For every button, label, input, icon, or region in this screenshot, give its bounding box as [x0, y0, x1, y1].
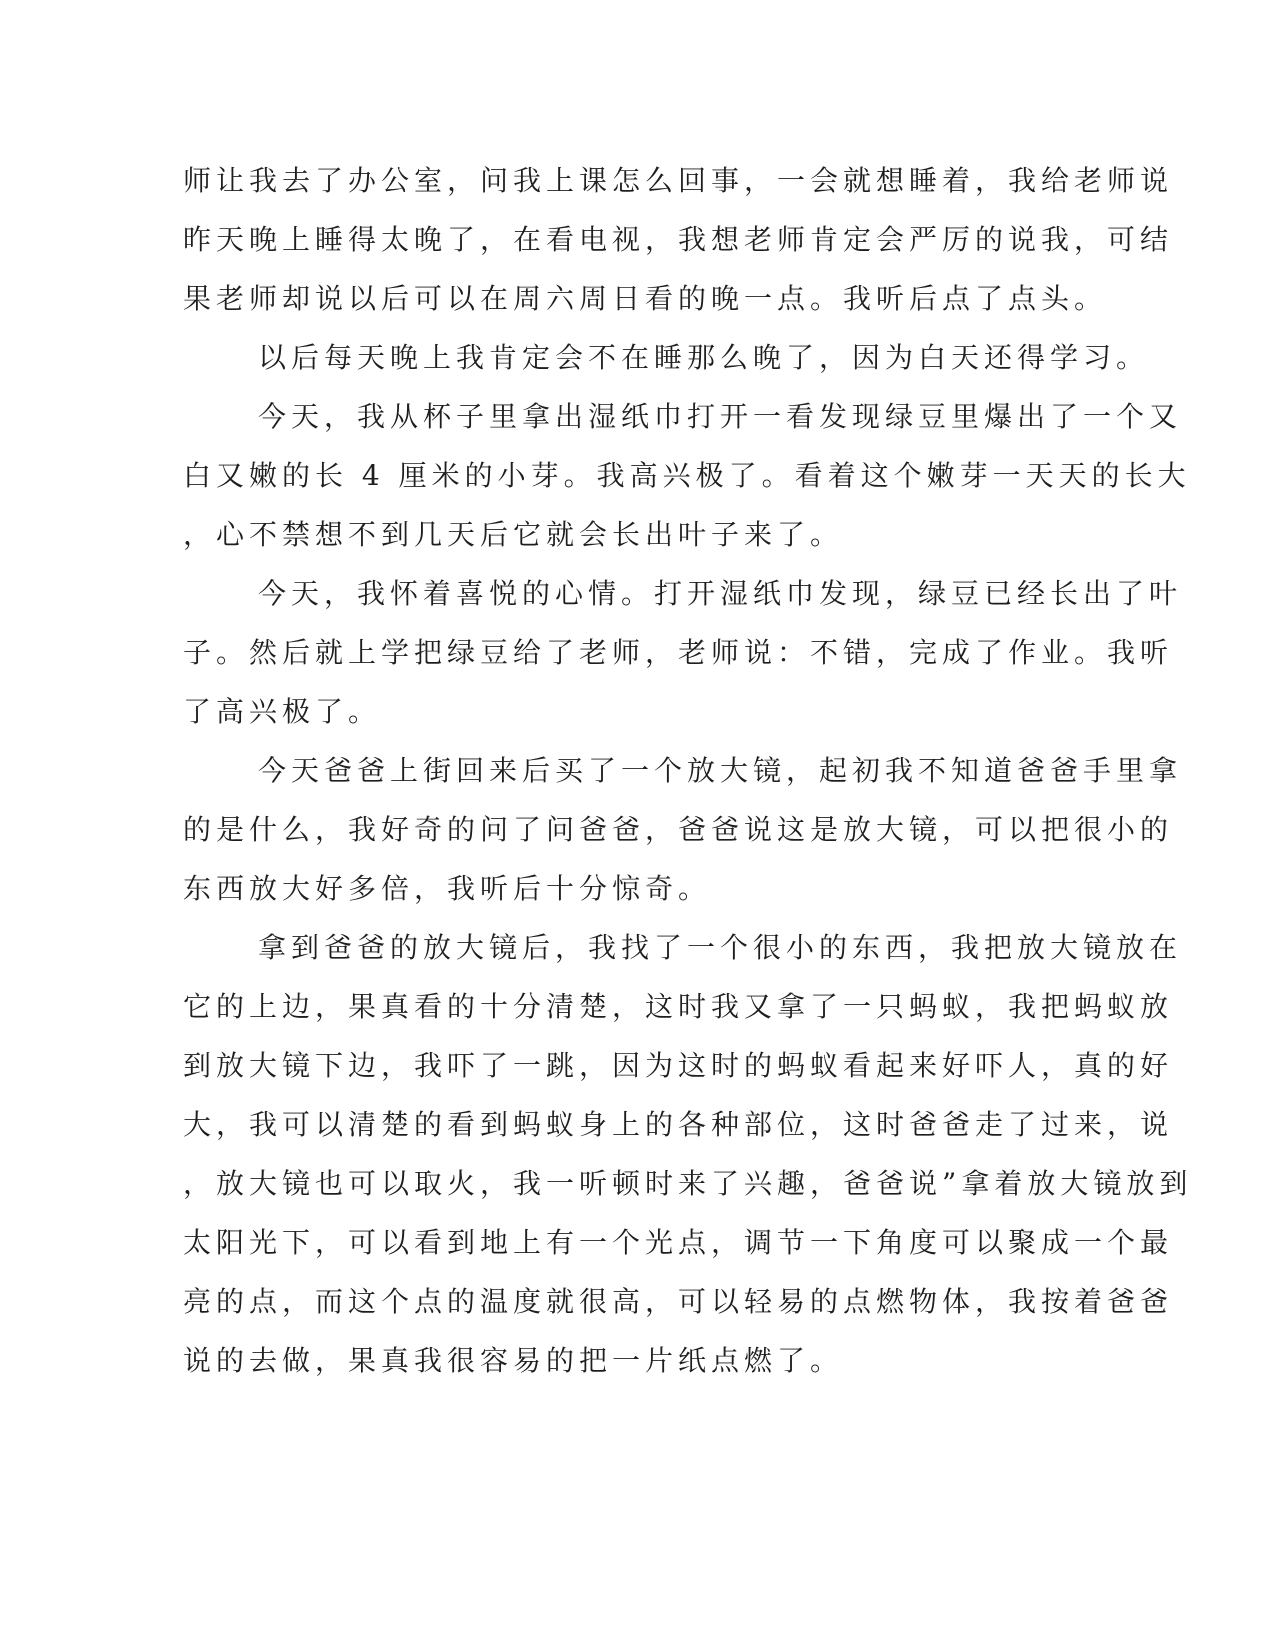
text-line: 它的上边，果真看的十分清楚，这时我又拿了一只蚂蚁，我把蚂蚁放: [183, 990, 1174, 1023]
paragraph-start-line: 今天，我从杯子里拿出湿纸巾打开一看发现绿豆里爆出了一个又: [258, 400, 1183, 433]
text-line: ，放大镜也可以取火，我一听顿时来了兴趣，爸爸说”拿着放大镜放到: [183, 1167, 1193, 1200]
paragraph-start-line: 今天爸爸上街回来后买了一个放大镜，起初我不知道爸爸手里拿: [258, 754, 1183, 787]
text-line: 果老师却说以后可以在周六周日看的晚一点。我听后点了点头。: [183, 282, 1108, 315]
text-line: 昨天晚上睡得太晚了，在看电视，我想老师肯定会严厉的说我，可结: [183, 223, 1174, 256]
text-line: 的是什么，我好奇的问了问爸爸，爸爸说这是放大镜，可以把很小的: [183, 813, 1174, 846]
text-line: 白又嫩的长 4 厘米的小芽。我高兴极了。看着这个嫩芽一天天的长大: [183, 459, 1191, 492]
text-line: 到放大镜下边，我吓了一跳，因为这时的蚂蚁看起来好吓人，真的好: [183, 1049, 1174, 1082]
text-line: 子。然后就上学把绿豆给了老师，老师说：不错，完成了作业。我听: [183, 636, 1174, 669]
text-line: 说的去做，果真我很容易的把一片纸点燃了。: [183, 1344, 844, 1377]
text-line: ，心不禁想不到几天后它就会长出叶子来了。: [183, 518, 844, 551]
text-line: 亮的点，而这个点的温度就很高，可以轻易的点燃物体，我按着爸爸: [183, 1285, 1174, 1318]
paragraph-start-line: 今天，我怀着喜悦的心情。打开湿纸巾发现，绿豆已经长出了叶: [258, 577, 1183, 610]
text-line: 大，我可以清楚的看到蚂蚁身上的各种部位，这时爸爸走了过来，说: [183, 1108, 1174, 1141]
paragraph-start-line: 拿到爸爸的放大镜后，我找了一个很小的东西，我把放大镜放在: [258, 931, 1183, 964]
paragraph-start-line: 以后每天晚上我肯定会不在睡那么晚了，因为白天还得学习。: [258, 341, 1150, 374]
text-line: 太阳光下，可以看到地上有一个光点，调节一下角度可以聚成一个最: [183, 1226, 1174, 1259]
text-line: 了高兴极了。: [183, 695, 382, 728]
text-line: 东西放大好多倍，我听后十分惊奇。: [183, 872, 712, 905]
text-line: 师让我去了办公室，问我上课怎么回事，一会就想睡着，我给老师说: [183, 164, 1174, 197]
